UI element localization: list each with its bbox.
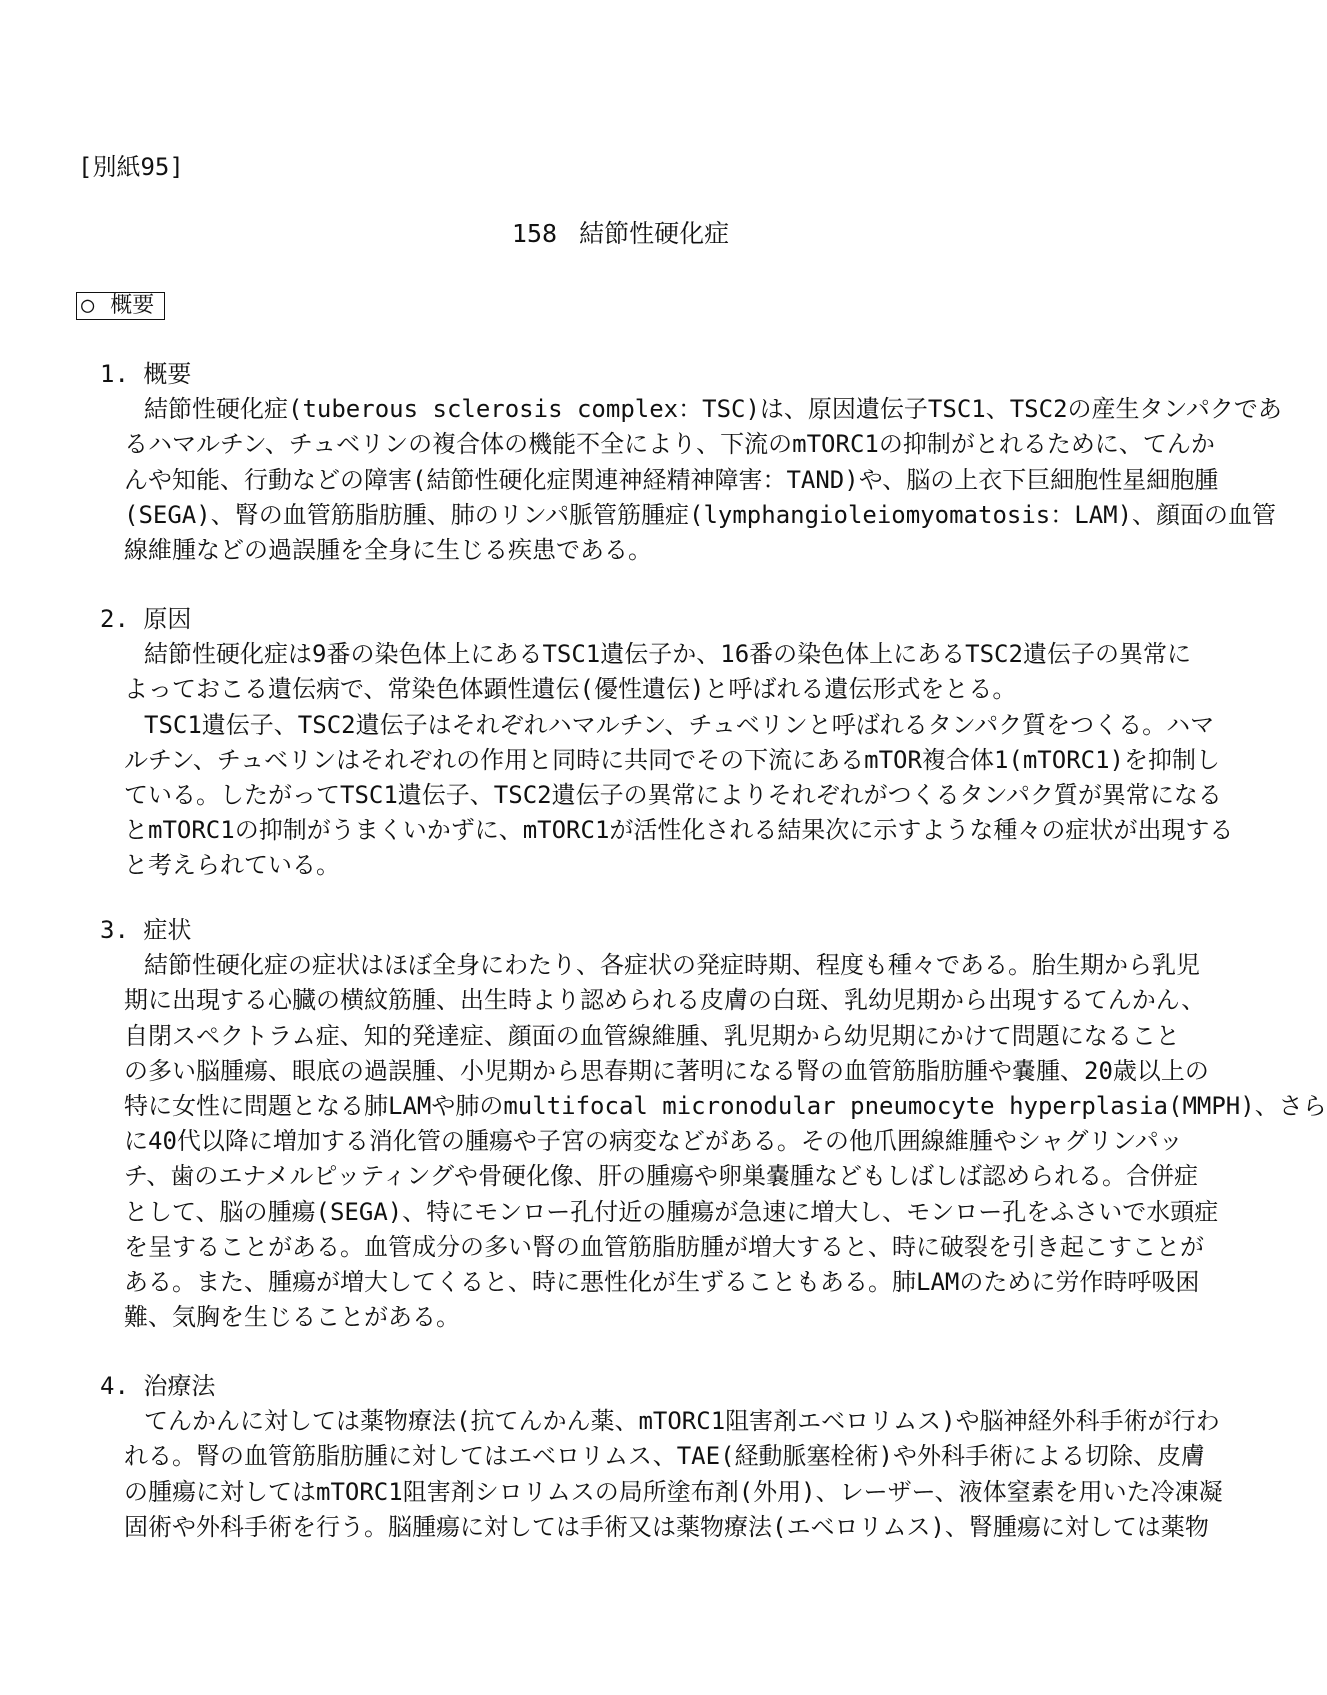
paragraph-line: 線維腫などの過誤腫を全身に生じる疾患である。 — [124, 536, 652, 565]
paragraph-line: の腫瘍に対してはmTORC1阻害剤シロリムスの局所塗布剤(外用)、レーザー、液体窒素を用いた冷凍凝 — [124, 1477, 1223, 1506]
section-heading: 2. 原因 — [100, 605, 192, 633]
annex-label: [別紙95] — [78, 153, 184, 181]
paragraph-line: 結節性硬化症(tuberous sclerosis complex：TSC)は、原因遺伝子TSC1、TSC2の産生タンパクであ — [144, 395, 1282, 424]
section-symptoms — [100, 913, 1327, 1335]
paragraph-line: と考えられている。 — [124, 851, 340, 880]
section-heading: 1. 概要 — [100, 360, 192, 388]
disease-name: 結節性硬化症 — [579, 219, 730, 248]
paragraph-line: ある。また、腫瘍が増大してくると、時に悪性化が生ずることもある。肺LAMのために労作時呼吸困 — [124, 1268, 1200, 1297]
section-cause — [100, 602, 1234, 884]
section-overview — [100, 357, 1282, 568]
paragraph-line: 自閉スペクトラム症、知的発達症、顔面の血管線維腫、乳児期から幼児期にかけて問題になること — [124, 1021, 1180, 1050]
page-title — [0, 217, 1181, 251]
paragraph-line: 期に出現する心臓の横紋筋腫、出生時より認められる皮膚の白斑、乳幼児期から出現するてんかん、 — [124, 986, 1206, 1015]
section-heading: 4. 治療法 — [100, 1372, 216, 1400]
overview-label: 概要 — [110, 293, 155, 318]
paragraph-line: (SEGA)、腎の血管筋脂肪腫、肺のリンパ脈管筋腫症(lymphangioleiomyomatosis：LAM)、顔面の血管 — [124, 500, 1277, 529]
paragraph-line: てんかんに対しては薬物療法(抗てんかん薬、mTORC1阻害剤エベロリムス)や脳神経外科手術が行わ — [144, 1407, 1220, 1436]
paragraph-line: ルチン、チュベリンはそれぞれの作用と同時に共同でその下流にあるmTOR複合体1(mTORC1)を抑制し — [124, 745, 1220, 774]
paragraph-line: を呈することがある。血管成分の多い腎の血管筋脂肪腫が増大すると、時に破裂を引き起こすことが — [124, 1232, 1204, 1261]
section-heading: 3. 症状 — [100, 916, 192, 944]
circle-mark-icon: ○ — [81, 293, 95, 318]
paragraph-line: 難、気胸を生じることがある。 — [124, 1303, 460, 1332]
paragraph-line: るハマルチン、チュベリンの複合体の機能不全により、下流のmTORC1の抑制がとれるために、てんか — [124, 430, 1215, 459]
paragraph-line: として、脳の腫瘍(SEGA)、特にモンロー孔付近の腫瘍が急速に増大し、モンロー孔をふさいで水頭症 — [124, 1197, 1219, 1226]
paragraph-line: チ、歯のエナメルピッティングや骨硬化像、肝の腫瘍や卵巣嚢腫などもしばしば認められる。合併症 — [124, 1162, 1198, 1191]
paragraph-line: に40代以降に増加する消化管の腫瘍や子宮の病変などがある。その他爪囲線維腫やシャグリンパッ — [124, 1127, 1183, 1156]
paragraph-line: とmTORC1の抑制がうまくいかずに、mTORC1が活性化される結果次に示すような種々の症状が出現する — [124, 816, 1234, 845]
paragraph-line: TSC1遺伝子、TSC2遺伝子はそれぞれハマルチン、チュベリンと呼ばれるタンパク質をつくる。ハマ — [144, 710, 1215, 739]
paragraph-line: よっておこる遺伝病で、常染色体顕性遺伝(優性遺伝)と呼ばれる遺伝形式をとる。 — [124, 675, 1017, 704]
paragraph-line: 結節性硬化症の症状はほぼ全身にわたり、各症状の発症時期、程度も種々である。胎生期から乳児 — [144, 951, 1200, 980]
disease-number: 158 — [511, 219, 558, 248]
paragraph-line: れる。腎の血管筋脂肪腫に対してはエベロリムス、TAE(経動脈塞栓術)や外科手術による切除、皮膚 — [124, 1442, 1205, 1471]
paragraph-line: 固術や外科手術を行う。脳腫瘍に対しては手術又は薬物療法(エベロリムス)、腎腫瘍に対しては薬物 — [124, 1512, 1209, 1541]
paragraph-line: ている。したがってTSC1遺伝子、TSC2遺伝子の異常によりそれぞれがつくるタンパク質が異常になる — [124, 781, 1222, 810]
section-treatment — [100, 1369, 1223, 1545]
overview-section-box — [76, 292, 165, 320]
paragraph-line: の多い脳腫瘍、眼底の過誤腫、小児期から思春期に著明になる腎の血管筋脂肪腫や嚢腫、20歳以上の — [124, 1056, 1209, 1085]
paragraph-line: 特に女性に問題となる肺LAMや肺のmultifocal micronodular pneumocyte hyperplasia(MMPH)、さら — [124, 1092, 1327, 1121]
paragraph-line: 結節性硬化症は9番の染色体上にあるTSC1遺伝子か、16番の染色体上にあるTSC2遺伝子の異常に — [144, 640, 1191, 669]
paragraph-line: んや知能、行動などの障害(結節性硬化症関連神経精神障害：TAND)や、脳の上衣下巨細胞性星細胞腫 — [124, 465, 1219, 494]
